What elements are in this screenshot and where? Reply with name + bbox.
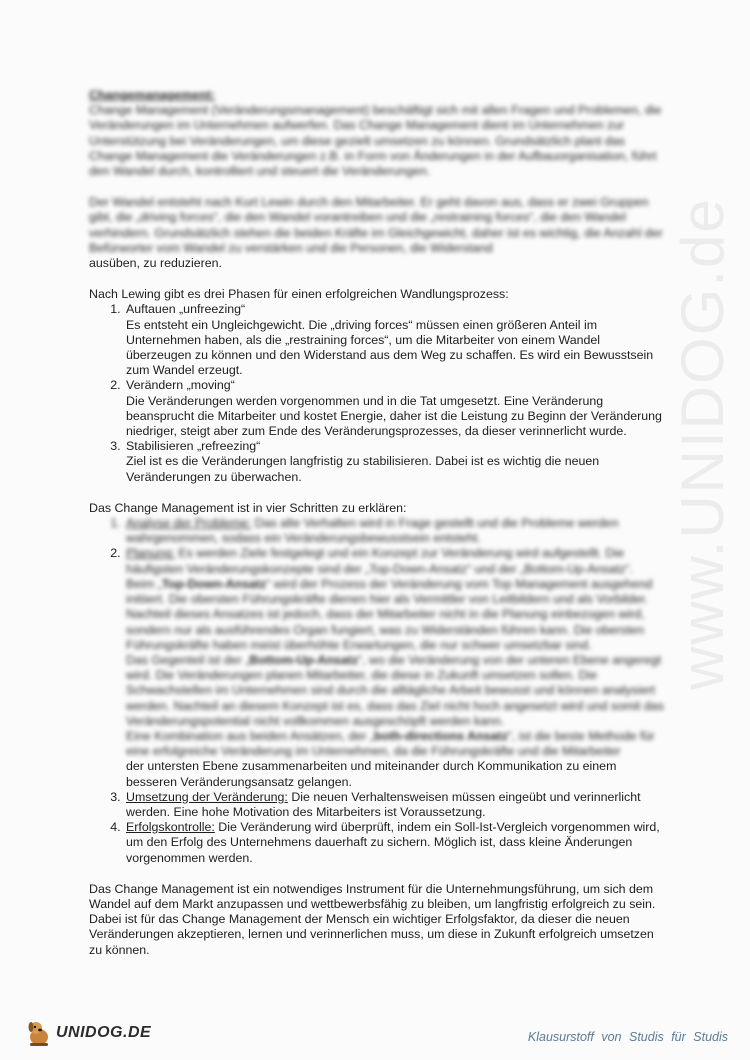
page-footer	[0, 1008, 750, 1060]
step-text: Die neuen Verhaltensweisen müssen eingeübt und verinnerlicht werden. Eine hohe Motivation des Mitarbeiters ist Voraussetzung.	[126, 789, 641, 819]
logo-text: UNIDOG.DE	[56, 1024, 152, 1041]
phases-intro: Nach Lewing gibt es drei Phasen für einen erfolgreichen Wandlungsprozess:	[89, 287, 509, 302]
dog-mascot-icon	[24, 1018, 54, 1048]
step-label: Analyse der Probleme:	[126, 516, 252, 531]
step-label: Planung:	[126, 546, 175, 561]
step-item-implementation	[124, 790, 664, 820]
phase-title: Verändern „moving“	[126, 378, 235, 393]
phase-title: Stabilisieren „refreezing“	[126, 439, 261, 454]
steps-intro: Das Change Management ist in vier Schritten zu erklären:	[89, 500, 407, 515]
both-directions-term: both-directions Ansatz	[373, 728, 508, 743]
step-item-analysis	[124, 516, 664, 546]
watermark-text: www.UNIDOG.de	[669, 197, 736, 690]
step-label: Umsetzung der Veränderung:	[126, 789, 288, 804]
phase-item	[124, 302, 664, 378]
planning-tail-line: der untersten Ebene zusammenarbeiten und miteinander durch Kommunikation zu einem	[126, 759, 617, 774]
phases-list	[89, 302, 664, 484]
conclusion-paragraph: Das Change Management ist ein notwendiges Instrument für die Unternehmungsführung, um sich dem Wandel auf dem Markt anzupassen und wettbewerbsfähig zu bleiben, um langfristig erfolgreich zu sein. Dabei ist für das Change Management der Mensch ein wichtiger Erfolgsfaktor, da dieser die neuen Veränderungen akzeptieren, lernen und verinnerlichen muss, um diese in Zukunft erfolgreich umsetzen zu können.	[89, 881, 656, 957]
planning-tail-line: besseren Veränderungsansatz gelangen.	[126, 774, 352, 789]
lewin-paragraph-blurred: Der Wandel entsteht nach Kurt Lewin durch den Mitarbeiter. Er geht davon aus, dass er zwei Gruppen gibt, die „driving forces“, die den Wandel vorantreiben und die „restraining forces“, die den Wandel verhindern. Grundsätzlich stehen die beiden Kräfte im Gleichgewicht, daher ist es wichtig, die Anzahl der Befürworter vom Wandel zu verstärken und die Personen, die Widerstand	[89, 195, 663, 255]
phase-item	[124, 378, 664, 439]
phase-text: Die Veränderungen werden vorgenommen und in die Tat umgesetzt. Eine Veränderung beansprucht die Mitarbeiter und kostet Energie, daher ist die Leistung zu Beginn der Veränderung niedriger, steigt aber zum Ende des Veränderungsprozesses, da dieser verinnerlicht wurde.	[126, 393, 662, 439]
section-heading: Changemanagement:	[89, 88, 215, 102]
steps-list	[89, 516, 664, 866]
step-text: Das alte Verhalten wird in Frage gestellt und die Probleme werden wahrgenommen, sodass ein Veränderungsbewusstsein entsteht.	[126, 516, 619, 546]
step-label: Erfolgskontrolle:	[126, 820, 215, 835]
blurred-intro-section	[89, 88, 664, 256]
footer-slogan: Klausurstoff von Studis für Studis	[527, 1030, 728, 1044]
step-item-control	[124, 820, 664, 866]
step-text: Die Veränderung wird überprüft, indem ein Soll-Ist-Vergleich vorgenommen wird, um den Erfolg des Unternehmens dauerhaft zu sichern. Möglich ist, dass kleine Änderungen vorgenommen werden.	[126, 820, 660, 865]
phase-text: Ziel ist es die Veränderungen langfristig zu stabilisieren. Dabei ist es wichtig die neuen Veränderungen zu überwachen.	[126, 454, 600, 484]
step-text: Es werden Ziele festgelegt und ein Konzept zur Veränderung wird aufgestellt. Die häufigsten Veränderungskonzepte sind der „Top-Down-Ansatz“ und der „Bottom-Up-Ansatz“.	[126, 546, 633, 576]
unidog-logo[interactable]	[24, 1018, 151, 1048]
phase-item	[124, 439, 664, 485]
document-body	[89, 88, 664, 958]
intro-paragraph: Change Management (Veränderungsmanagement) beschäftigt sich mit allen Fragen und Problemen, die Veränderungen im Unternehmen aufwerfen. Das Change Management dient im Unternehmen zur Unterstützung bei Veränderungen, um diese gezielt umsetzen zu können. Grundsätzlich plant das Change Management die Veränderungen z.B. in Form von Änderungen in der Aufbauorganisation, führt den Wandel durch, kontrolliert und steuert die Veränderungen.	[89, 103, 662, 179]
phase-text: Es entsteht ein Ungleichgewicht. Die „driving forces“ müssen einen größeren Anteil im Unternehmen haben, als die „restraining forces“, um die Mitarbeiter von einem Wandel überzeugen zu können und den Widerstand aus dem Weg zu schaffen. Es wird ein Bewusstsein zum Wandel erzeugt.	[126, 317, 654, 378]
top-down-term: Top-Down-Ansatz	[161, 576, 267, 591]
bottom-up-term: Bottom-Up-Ansatz	[249, 652, 359, 667]
phase-title: Auftauen „unfreezing“	[126, 302, 246, 317]
step-item-planning: 2. Planung: Es werden Ziele festgelegt und ein Konzept zur Veränderung wird aufgestellt. Die häufigsten Veränderungskonzepte sind der „Top-Down-Ansatz“ und der „Bottom-Up-Ansatz“. Beim „Top-Down-Ansatz“ wird der Prozess der Veränderung vom Top Management ausgehend initiiert. Die obersten Führungskräfte dienen hier als Vermittler von Leitbildern und als Vorbilder. Nachteil dieses Ansatzes ist jedoch, dass der Mitarbeiter nicht in die Planung einbezogen wird, sondern nur als ausführendes Organ fungiert, was zu Widerständen führen kann. Die obersten Führungskräfte haben meist überhöhte Erwartungen, die nur schwer umsetzbar sind. Das Gegenteil ist der „Bottom-Up-Ansatz“, wo die Veränderung von der unteren Ebene angeregt wird. Die Veränderungen planen Mitarbeiter, die diese in Zukunft umsetzen sollen. Die Schwachstellen im Unternehmen sind durch die alltägliche Arbeit bewusst und können analysiert werden. Nachteil an diesem Konzept ist es, dass das Ziel nicht hoch angesetzt wird und somit das Veränderungspotential nicht vollkommen ausgeschöpft werden kann. Eine Kombination aus beiden Ansätzen, der „both-directions Ansatz“, ist die beste Methode für eine erfolgreiche Veränderung im Unternehmen, da die Führungskräfte und die Mitarbeiter der untersten Ebene zusammenarbeiten und miteinander durch Kommunikation zu einem besseren Veränderungsansatz gelangen.	[124, 546, 664, 789]
lewin-paragraph-tail: ausüben, zu reduzieren.	[89, 256, 222, 271]
